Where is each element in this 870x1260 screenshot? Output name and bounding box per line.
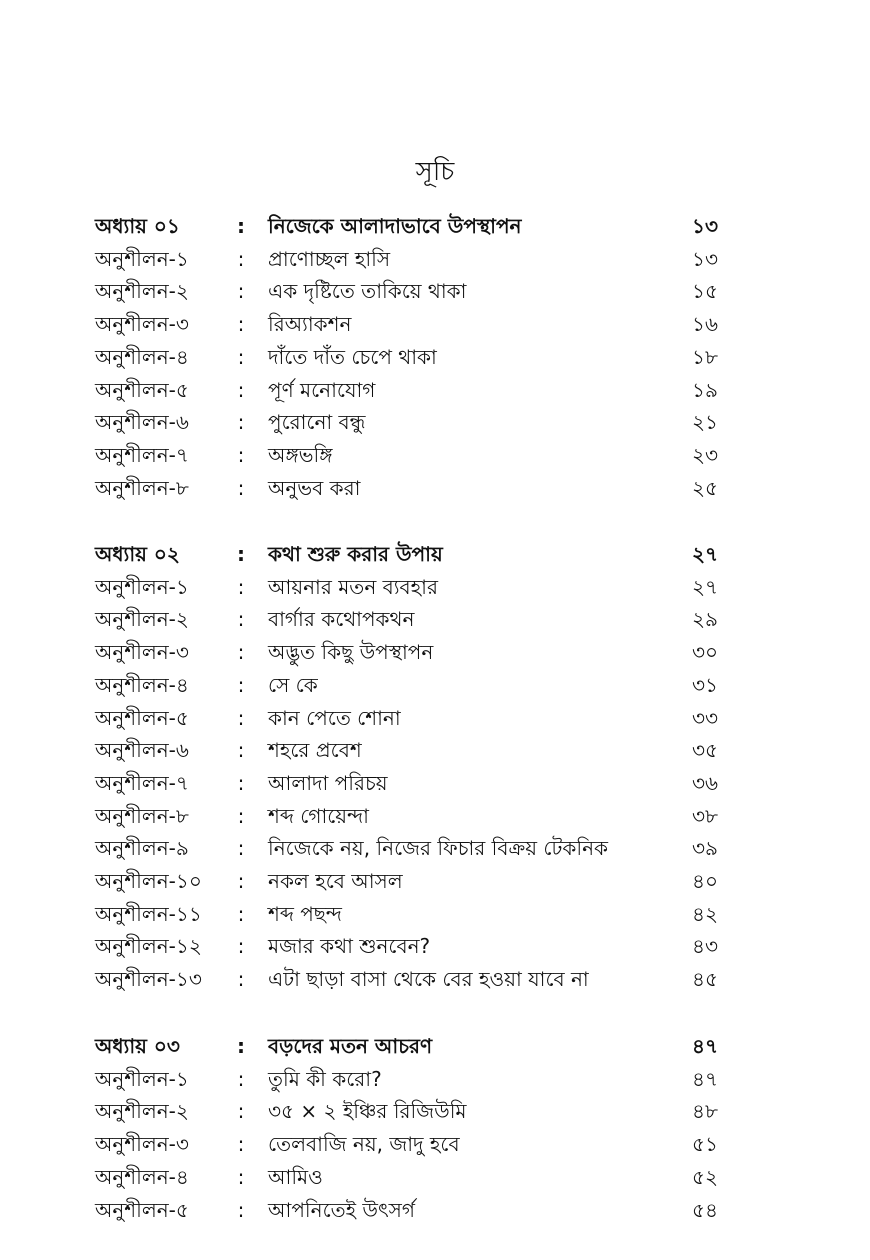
- exercise-row: [0, 472, 870, 504]
- exercise-title: সে কে: [268, 672, 318, 697]
- page-number: ৩৩: [692, 705, 719, 730]
- separator: :: [237, 542, 245, 566]
- exercise-label: অনুশীলন-২: [95, 607, 189, 632]
- exercise-row: [0, 1095, 870, 1127]
- page-number: ১৬: [692, 312, 718, 337]
- exercise-title: এক দৃষ্টিতে তাকিয়ে থাকা: [268, 279, 467, 304]
- exercise-row: [0, 243, 870, 275]
- exercise-label: অনুশীলন-৪: [95, 344, 189, 369]
- exercise-label: অনুশীলন-৩: [95, 1132, 189, 1157]
- exercise-row: [0, 800, 870, 832]
- exercise-title: তুমি কী করো?: [268, 1066, 382, 1091]
- separator: :: [237, 901, 245, 926]
- exercise-row: [0, 603, 870, 635]
- exercise-label: অনুশীলন-৮: [95, 475, 189, 500]
- page-number: ১৩: [692, 246, 718, 271]
- separator: :: [237, 214, 245, 238]
- chapter-label: অধ্যায় ০৩: [95, 1034, 180, 1058]
- separator: :: [237, 1132, 245, 1157]
- chapter-title: কথা শুরু করার উপায়: [268, 542, 443, 566]
- exercise-title: নকল হবে আসল: [268, 869, 403, 893]
- exercise-title: রিঅ্যাকশন: [268, 312, 352, 337]
- separator: :: [237, 869, 245, 893]
- exercise-title: আমিও: [268, 1164, 323, 1189]
- chapter-row: [0, 210, 870, 242]
- page-number: ৩০: [692, 640, 719, 665]
- exercise-row: [0, 374, 870, 406]
- page-number: ২১: [692, 410, 718, 435]
- exercise-row: [0, 1128, 870, 1160]
- exercise-title: আলাদা পরিচয়: [268, 770, 388, 795]
- chapter-title: বড়দের মতন আচরণ: [268, 1034, 433, 1058]
- exercise-title: কান পেতে শোনা: [268, 705, 401, 730]
- page-number: ৩৬: [692, 770, 719, 795]
- separator: :: [237, 344, 245, 369]
- chapter-row: [0, 1030, 870, 1062]
- exercise-label: অনুশীলন-৫: [95, 1197, 189, 1222]
- separator: :: [237, 640, 245, 665]
- exercise-label: অনুশীলন-২: [95, 1099, 189, 1124]
- exercise-label: অনুশীলন-১১: [95, 901, 202, 926]
- page-number: ১৮: [692, 344, 718, 369]
- separator: :: [237, 738, 245, 763]
- exercise-label: অনুশীলন-৩: [95, 312, 189, 337]
- separator: :: [237, 934, 245, 959]
- exercise-row: [0, 308, 870, 340]
- exercise-label: অনুশীলন-৫: [95, 705, 189, 730]
- exercise-row: [0, 439, 870, 471]
- exercise-title: এটা ছাড়া বাসা থেকে বের হওয়া যাবে না: [268, 967, 589, 992]
- exercise-row: [0, 832, 870, 864]
- separator: :: [237, 770, 245, 795]
- exercise-label: অনুশীলন-১০: [95, 869, 202, 893]
- page-number: ২৫: [692, 475, 718, 500]
- separator: :: [237, 1066, 245, 1091]
- separator: :: [237, 1164, 245, 1189]
- page-number: ২৯: [692, 607, 718, 632]
- exercise-label: অনুশীলন-৬: [95, 738, 189, 763]
- exercise-label: অনুশীলন-১২: [95, 934, 202, 959]
- page-number: ৪০: [692, 869, 718, 893]
- separator: :: [237, 836, 245, 861]
- separator: :: [237, 1034, 245, 1058]
- exercise-label: অনুশীলন-১: [95, 574, 189, 599]
- exercise-label: অনুশীলন-৩: [95, 640, 189, 665]
- chapter-label: অধ্যায় ০২: [95, 542, 180, 566]
- exercise-row: [0, 1194, 870, 1226]
- exercise-title: শহরে প্রবেশ: [268, 738, 362, 763]
- separator: :: [237, 377, 245, 402]
- exercise-label: অনুশীলন-১: [95, 1066, 189, 1091]
- page-number: ৪৮: [692, 1099, 718, 1124]
- page-number: ৪৩: [692, 934, 718, 959]
- exercise-label: অনুশীলন-১৩: [95, 967, 202, 992]
- exercise-row: [0, 898, 870, 930]
- exercise-row: [0, 341, 870, 373]
- exercise-row: [0, 406, 870, 438]
- exercise-title: মজার কথা শুনবেন?: [268, 934, 431, 959]
- exercise-title: আয়নার মতন ব্যবহার: [268, 574, 438, 599]
- separator: :: [237, 1197, 245, 1222]
- separator: :: [237, 246, 245, 271]
- page-number: ১৩: [692, 214, 718, 238]
- exercise-label: অনুশীলন-৫: [95, 377, 189, 402]
- chapter-label: অধ্যায় ০১: [95, 214, 180, 238]
- exercise-title: প্রাণোচ্ছল হাসি: [268, 246, 391, 271]
- separator: :: [237, 607, 245, 632]
- chapter-row: [0, 538, 870, 570]
- exercise-row: [0, 669, 870, 701]
- separator: :: [237, 475, 245, 500]
- exercise-title: অঙ্গভঙ্গি: [268, 442, 333, 467]
- page-number: ৪৫: [692, 967, 718, 992]
- separator: :: [237, 967, 245, 992]
- page-number: ৪৭: [692, 1034, 718, 1058]
- exercise-title: নিজেকে নয়, নিজের ফিচার বিক্রয় টেকনিক: [268, 836, 609, 861]
- separator: :: [237, 705, 245, 730]
- chapter-title: নিজেকে আলাদাভাবে উপস্থাপন: [268, 214, 522, 238]
- exercise-title: অদ্ভুত কিছু উপস্থাপন: [268, 640, 434, 665]
- exercise-title: ৩৫ × ২ ইঞ্চির রিজিউমি: [268, 1099, 467, 1124]
- exercise-label: অনুশীলন-৭: [95, 442, 189, 467]
- exercise-row: [0, 963, 870, 995]
- exercise-label: অনুশীলন-৬: [95, 410, 189, 435]
- exercise-title: পূর্ণ মনোযোগ: [268, 377, 376, 402]
- separator: :: [237, 574, 245, 599]
- exercise-title: শব্দ পছন্দ: [268, 901, 342, 926]
- exercise-label: অনুশীলন-৯: [95, 836, 189, 861]
- exercise-title: পুরোনো বন্ধু: [268, 410, 366, 435]
- page-number: ৪৭: [692, 1066, 718, 1091]
- exercise-title: বার্গার কথোপকথন: [268, 607, 415, 632]
- page-number: ২৭: [692, 574, 719, 599]
- separator: :: [237, 279, 245, 304]
- exercise-label: অনুশীলন-৭: [95, 770, 189, 795]
- separator: :: [237, 672, 245, 697]
- page-number: ৩১: [692, 672, 718, 697]
- exercise-label: অনুশীলন-২: [95, 279, 189, 304]
- page-number: ৩৮: [692, 803, 718, 828]
- exercise-row: [0, 571, 870, 603]
- exercise-title: আপনিতেই উৎসর্গ: [268, 1197, 415, 1222]
- page-number: ২৩: [692, 442, 719, 467]
- exercise-label: অনুশীলন-১: [95, 246, 189, 271]
- exercise-row: [0, 767, 870, 799]
- exercise-row: [0, 636, 870, 668]
- separator: :: [237, 312, 245, 337]
- page-number: ৫২: [692, 1164, 718, 1189]
- page-number: ১৫: [692, 279, 718, 304]
- exercise-title: তেলবাজি নয়, জাদু হবে: [268, 1132, 460, 1157]
- exercise-title: দাঁতে দাঁত চেপে থাকা: [268, 344, 437, 369]
- page-number: ৫৪: [692, 1197, 718, 1222]
- page-number: ৪২: [692, 901, 718, 926]
- separator: :: [237, 410, 245, 435]
- exercise-title: অনুভব করা: [268, 475, 361, 500]
- page-number: ২৭: [692, 542, 719, 566]
- exercise-row: [0, 1063, 870, 1095]
- separator: :: [237, 803, 245, 828]
- exercise-row: [0, 865, 870, 897]
- page-number: ৩৯: [692, 836, 718, 861]
- exercise-row: [0, 1161, 870, 1193]
- exercise-row: [0, 734, 870, 766]
- exercise-label: অনুশীলন-৮: [95, 803, 189, 828]
- separator: :: [237, 1099, 245, 1124]
- page-number: ৩৫: [692, 738, 718, 763]
- exercise-label: অনুশীলন-৪: [95, 672, 189, 697]
- separator: :: [237, 442, 245, 467]
- page-title: সূচি: [415, 157, 455, 187]
- page-number: ৫১: [692, 1132, 718, 1157]
- exercise-title: শব্দ গোয়েন্দা: [268, 803, 369, 828]
- exercise-row: [0, 702, 870, 734]
- exercise-label: অনুশীলন-৪: [95, 1164, 189, 1189]
- page-number: ১৯: [692, 377, 718, 402]
- exercise-row: [0, 275, 870, 307]
- exercise-row: [0, 930, 870, 962]
